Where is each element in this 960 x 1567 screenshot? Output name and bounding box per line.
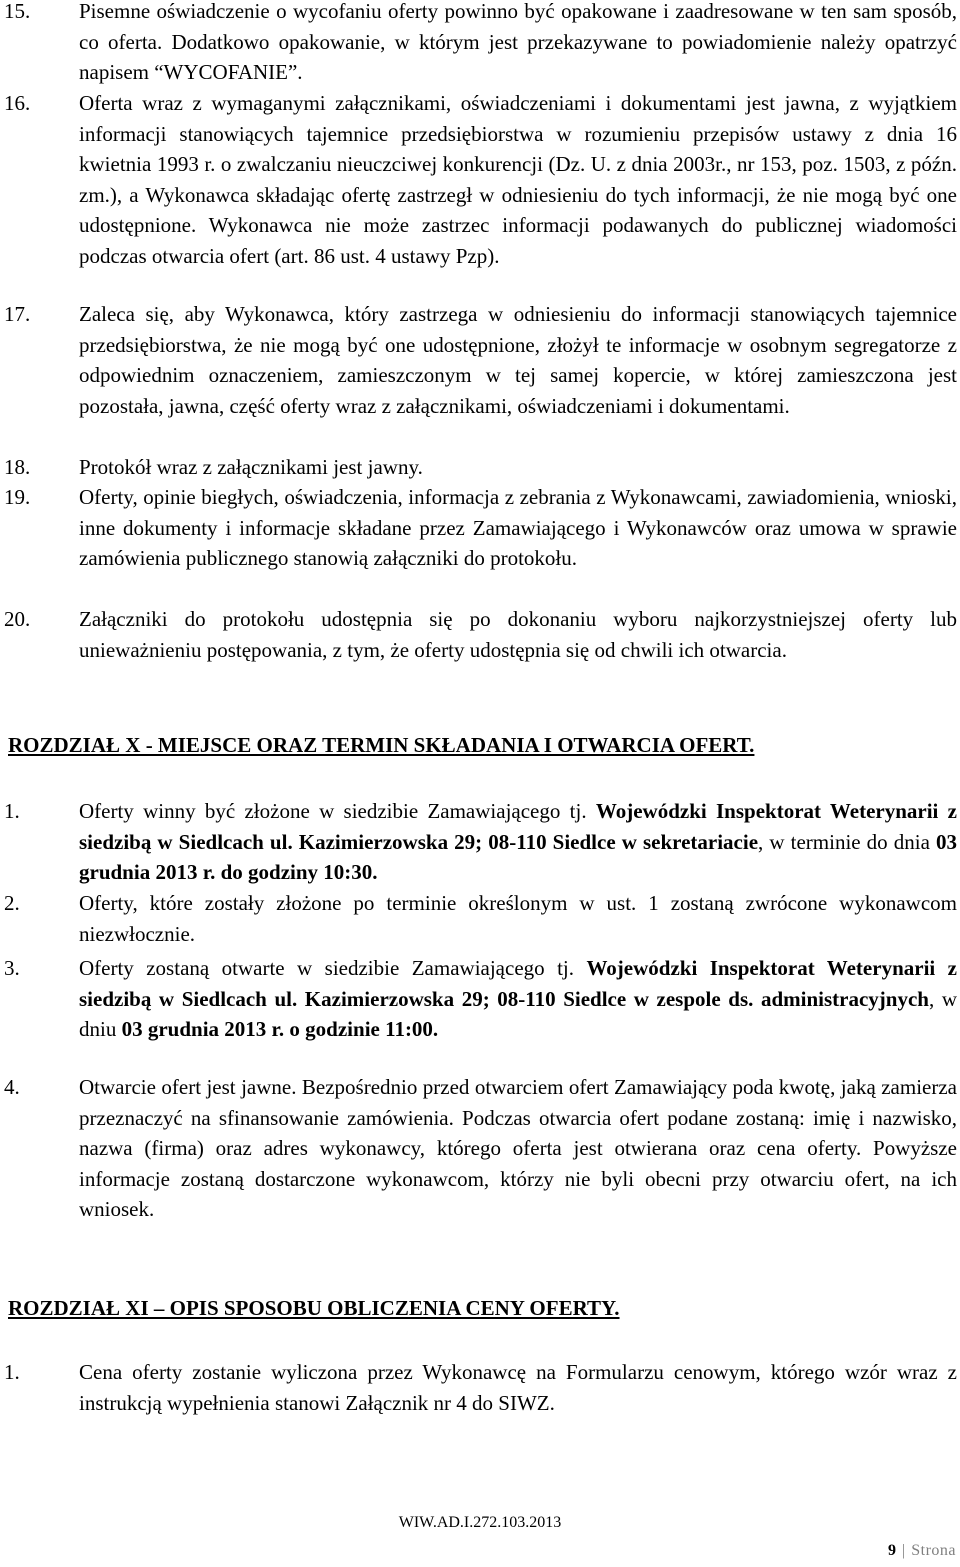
list-item — [0, 452, 960, 483]
list-item — [0, 482, 960, 574]
item-text: Zaleca się, aby Wykonawca, który zastrzega w odniesieniu do informacji stanowiących tajemnice przedsiębiorstwa, że nie mogą być one udostępnione, złożył te informacje w osobnym segregatorze z odpowiednim oznaczeniem, zamieszczonym w tej samej kopercie, w której zamieszczona jest pozostała, jawna, część oferty wraz z załącznikami, oświadczeniami i dokumentami. — [79, 302, 957, 418]
item-text: Załączniki do protokołu udostępnia się po dokonaniu wyboru najkorzystniejszej oferty lub unieważnieniu postępowania, z tym, że oferty udostępnia się od chwili ich otwarcia. — [79, 607, 957, 662]
document-reference-code: WIW.AD.I.272.103.2013 — [398, 1514, 562, 1531]
list-item — [0, 1072, 960, 1225]
item-text: Pisemne oświadczenie o wycofaniu oferty powinno być opakowane i zaadresowane w ten sam sposób, co oferta. Dodatkowo opakowanie, w którym jest przekazywane to powiadomienie należy opatrzyć napisem “WYCOFANIE”. — [79, 0, 957, 85]
item-number: 19. — [4, 485, 31, 509]
list-item — [0, 888, 960, 949]
page-label: Strona — [911, 1542, 956, 1559]
item-text: Otwarcie ofert jest jawne. Bezpośrednio przed otwarciem ofert Zamawiający poda kwotę, jaką zamierza przeznaczyć na sfinansowanie zamówienia. Podczas otwarcia ofert podane zostaną: imię i nazwisko, nazwa (firma) oraz adres wykonawcy, którego oferta jest otwierana oraz cena oferty. Powyższe informacje zostaną dostarczone wykonawcom, którzy nie byli obecni przy otwarciu ofert, na ich wniosek. — [79, 1075, 957, 1222]
list-item — [0, 1357, 960, 1418]
section-heading: ROZDZIAŁ X - MIEJSCE ORAZ TERMIN SKŁADANIA I OTWARCIA OFERT. — [8, 733, 755, 757]
item-number: 2. — [4, 891, 20, 915]
list-item — [0, 88, 960, 272]
page-footer — [888, 1539, 956, 1563]
page-number: 9 — [888, 1542, 897, 1559]
footer-separator: | — [902, 1542, 906, 1559]
list-item — [0, 299, 960, 421]
item-text: Oferta wraz z wymaganymi załącznikami, oświadczeniami i dokumentami jest jawna, z wyjątkiem informacji stanowiących tajemnice przedsiębiorstwa w rozumieniu przepisów ustawy z dnia 16 kwietnia 1993 r. o zwalczaniu nieuczciwej konkurencji (Dz. U. z dnia 2003r., nr 153, poz. 1503, z późn. zm.), a Wykonawca składając ofertę zastrzegł w odniesieniu do tych informacji, że nie mogą być one udostępnione. Wykonawca nie może zastrzec informacji podawanych do publicznej wiadomości podczas otwarcia ofert (art. 86 ust. 4 ustawy Pzp). — [79, 91, 957, 268]
item-number: 17. — [4, 302, 31, 326]
item-number: 20. — [4, 607, 31, 631]
list-item — [0, 604, 960, 665]
item-text: Oferty winny być złożone w siedzibie Zamawiającego tj. Wojewódzki Inspektorat Weterynarii z siedzibą w Siedlcach ul. Kazimierzowska 29; 08-110 Siedlce w sekretariacie, w terminie do dnia 03 grudnia 2013 r. do godziny 10:30. — [79, 799, 958, 885]
list-item — [0, 953, 960, 1045]
item-number: 4. — [4, 1075, 20, 1099]
section-heading: ROZDZIAŁ XI – OPIS SPOSOBU OBLICZENIA CENY OFERTY. — [8, 1296, 620, 1320]
item-text: Oferty, opinie biegłych, oświadczenia, informacja z zebrania z Wykonawcami, zawiadomienia, wnioski, inne dokumenty i informacje składane przez Zamawiającego i Wykonawców oraz umowa w sprawie zamówienia publicznego stanowią załączniki do protokołu. — [79, 485, 957, 571]
list-item — [0, 0, 960, 88]
item-number: 16. — [4, 91, 31, 115]
item-text: Oferty, które zostały złożone po terminie określonym w ust. 1 zostaną zwrócone wykonawcom niezwłocznie. — [79, 891, 957, 946]
item-number: 1. — [4, 1360, 20, 1384]
item-number: 18. — [4, 455, 31, 479]
item-text: Cena oferty zostanie wyliczona przez Wykonawcę na Formularzu cenowym, którego wzór wraz z instrukcją wypełnienia stanowi Załącznik nr 4 do SIWZ. — [79, 1360, 957, 1415]
list-item — [0, 796, 960, 888]
item-number: 15. — [4, 0, 31, 23]
item-number: 3. — [4, 956, 20, 980]
item-text: Protokół wraz z załącznikami jest jawny. — [79, 455, 423, 479]
item-number: 1. — [4, 799, 20, 823]
item-text: Oferty zostaną otwarte w siedzibie Zamawiającego tj. Wojewódzki Inspektorat Weterynarii z siedzibą w Siedlcach ul. Kazimierzowska 29; 08-110 Siedlce w zespole ds. administracyjnych, w dniu 03 grudnia 2013 r. o godzinie 11:00. — [79, 956, 957, 1042]
